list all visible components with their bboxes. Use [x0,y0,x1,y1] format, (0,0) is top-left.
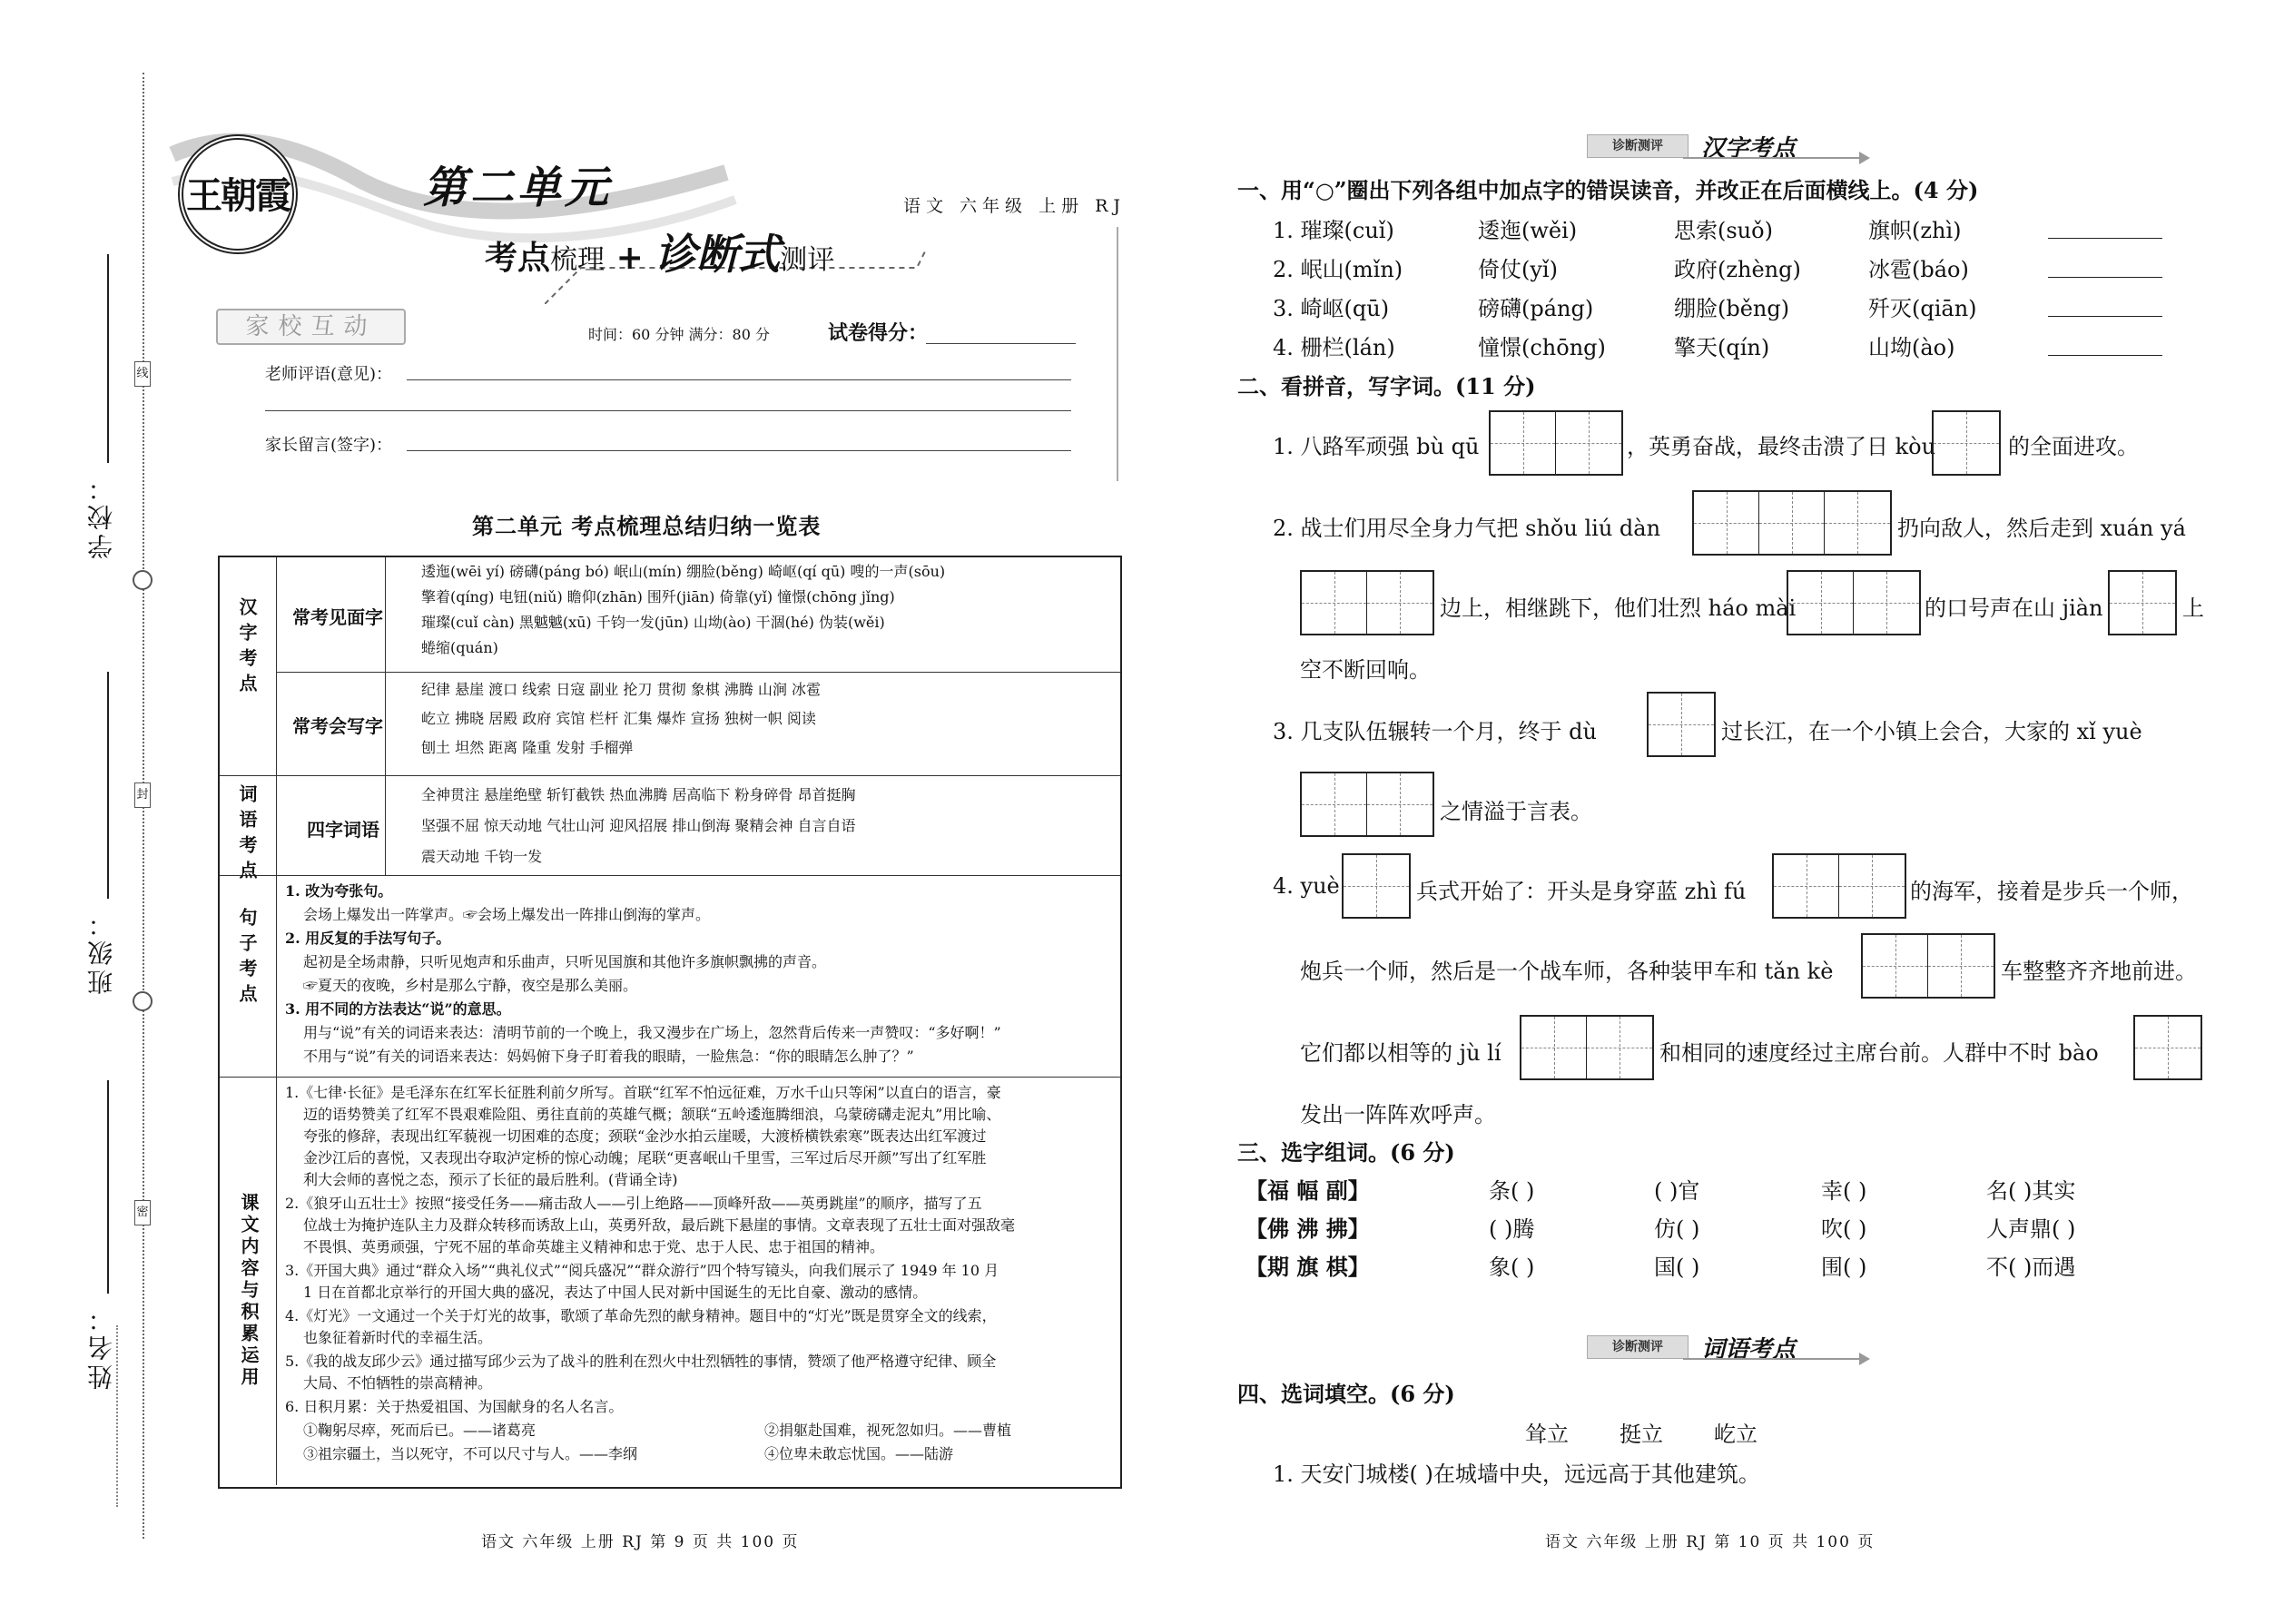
q3-blank[interactable]: 幸( ) [1821,1178,1867,1204]
kewen-line: 6. 日积月累：关于热爱祖国、为国献身的名人名言。 [285,1398,624,1415]
footer-left: 语文 六年级 上册 RJ 第 9 页 共 100 页 [481,1533,800,1551]
q3-blank[interactable]: ( )官 [1654,1178,1700,1204]
summary-title: 第二单元 考点梳理总结归纳一览表 [472,513,822,539]
banner-hanzi [1587,130,1877,161]
huixie-line: 纪律 悬崖 渡口 线索 日寇 副业 抡刀 贯彻 象棋 沸腾 山涧 冰雹 [421,681,821,698]
sizi-line: 坚强不屈 惊天动地 气壮山河 迎风招展 排山倒海 聚精会神 自言自语 [421,817,856,834]
q3-blank[interactable]: 仿( ) [1654,1216,1700,1242]
banner-title: 词语考点 [1701,1336,1797,1363]
q2-text: 炮兵一个师，然后是一个战车师，各种装甲车和 tǎn kè [1300,959,1834,984]
q4-prompt: 四、选词填空。(6 分) [1237,1381,1455,1407]
q3-blank[interactable]: 围( ) [1821,1255,1867,1280]
arrow-right-icon [1859,152,1870,164]
name-label: 姓名： [86,1303,116,1390]
jianmian-line: 逶迤(wēi yí) 磅礴(páng bó) 岷山(mín) 绷脸(běng) 崎岖(qí qū) 嗖的一声(sōu) [421,563,946,580]
q1-item: 磅礴(páng) [1478,296,1594,321]
tianzige-box[interactable] [1787,570,1921,635]
subcategory-sizi: 四字词语 [307,819,379,841]
q2-text: 1. 八路军顽强 bù qū [1273,434,1480,459]
tianzige-box[interactable] [1342,853,1411,919]
kewen-line: 2.《狼牙山五壮士》按照“接受任务——痛击敌人——引上绝路——顶峰歼敌——英勇跳崖”的顺序，描写了五 [285,1195,982,1212]
q2-text: 和相同的速度经过主席台前。人群中不时 bào [1659,1040,2099,1066]
teacher-comment-label: 老师评语(意见)： [265,365,393,384]
q2-text: 它们都以相等的 jù lí [1300,1040,1501,1066]
q3-blank[interactable]: 人声鼎( ) [1986,1216,2076,1242]
q1-item: 2. 岷山(mǐn) [1273,257,1403,282]
jianmian-line: 擎着(qíng) 电钮(niǔ) 瞻仰(zhān) 围歼(jiān) 倚靠(yǐ) 憧憬(chōng jǐng) [421,588,895,605]
q3-blank[interactable]: ( )腾 [1489,1216,1535,1242]
q2-text: 车整整齐齐地前进。 [2001,959,2197,984]
kewen-line: 1 日在首都北京举行的开国大典的盛况，表达了中国人民对新中国诞生的无比自豪、激动的感情。 [303,1284,928,1301]
q1-item: 冰雹(báo) [1868,257,1969,282]
kewen-line: 大局、不怕牺牲的崇高精神。 [303,1374,493,1392]
school-input-line[interactable] [107,254,109,463]
sizi-line: 全神贯注 悬崖绝壁 斩钉截铁 热血沸腾 居高临下 粉身碎骨 昂首挺胸 [421,786,856,803]
q2-text: 4. yuè [1273,873,1340,899]
kewen-line: 金沙江后的喜悦，又表现出夺取泸定桥的惊心动魄；尾联“更喜岷山千里雪，三军过后尽开颜”写出了红军胜 [303,1149,987,1166]
footer-right: 语文 六年级 上册 RJ 第 10 页 共 100 页 [1545,1533,1876,1551]
home-school-banner: 家校互动 [216,309,406,345]
jianmian-line: 蜷缩(quán) [421,639,498,656]
sizi-line: 震天动地 千钧一发 [421,848,543,865]
q1-item: 倚仗(yǐ) [1478,257,1558,282]
juzi-line: 3. 用不同的方法表达“说”的意思。 [285,1000,511,1018]
juzi-line: 不用与“说”有关的词语来表达：妈妈俯下身子盯着我的眼睛，一脸焦急：“你的眼睛怎么肿了？” [303,1048,914,1065]
q1-item: 1. 璀璨(cuǐ) [1273,218,1394,243]
name-input-line[interactable] [107,1080,109,1294]
grade-tag: 语文 六年级 上册 RJ [903,196,1127,216]
q1-item: 擎天(qín) [1674,335,1770,360]
banner-tag: 诊断测评 [1587,1335,1689,1359]
score-field[interactable] [926,343,1076,344]
juzi-line: 用与“说”有关的词语来表达：清明节前的一个晚上，我又漫步在广场上，忽然背后传来一声赞叹：“多好啊！” [303,1024,1001,1041]
q1-answer-field[interactable] [2048,238,2162,239]
q4-option: 耸立 [1525,1422,1569,1447]
q2-text: 的口号声在山 jiàn [1925,595,2103,621]
q3-blank[interactable]: 象( ) [1489,1255,1535,1280]
tianzige-box[interactable] [2133,1015,2202,1080]
kewen-line: 3.《开国大典》通过“群众入场”“典礼仪式”“阅兵盛况”“群众游行”四个特写镜头，向我们展示了 1949 年 10 月 [285,1262,999,1279]
quote-line: ②捐躯赴国难，视死忽如归。——曹植 [764,1422,1012,1439]
q3-blank[interactable]: 不( )而遇 [1986,1255,2076,1280]
score-label: 试卷得分： [828,321,929,345]
subcategory-jianmian: 常考见面字 [292,606,383,628]
q1-prompt: 一、用“○”圈出下列各组中加点字的错误读音，并改正在后面横线上。(4 分) [1237,177,1979,203]
juzi-line: 2. 用反复的手法写句子。 [285,930,451,947]
kewen-line: 4.《灯光》一文通过一个关于灯光的故事，歌颂了革命先烈的献身精神。题目中的“灯光”既是贯穿全文的线索， [285,1307,997,1324]
kewen-line: 不畏惧、英勇顽强，宁死不屈的革命英雄主义精神和忠于党、忠于人民、忠于祖国的精神。 [303,1238,885,1255]
huixie-line: 屹立 拂晓 居殿 政府 宾馆 栏杆 汇集 爆炸 宣扬 独树一帜 阅读 [421,710,816,727]
q3-blank[interactable]: 国( ) [1654,1255,1700,1280]
q2-text: 过长江，在一个小镇上会合，大家的 xǐ yuè [1721,719,2142,744]
q2-text: 空不断回响。 [1300,657,1431,683]
q1-item: 逶迤(wěi) [1478,218,1578,243]
q4-option: 屹立 [1714,1422,1757,1447]
class-label: 班级： [86,908,116,995]
q2-text: 上 [2182,595,2204,621]
q2-text: ，英勇奋战，最终击溃了日 kòu [1627,434,1936,459]
category-kewen: 课文内容与积累运用 [238,1193,260,1389]
q3-group: 【福 幅 副】 [1245,1177,1370,1204]
parent-comment-field[interactable] [407,450,1071,451]
banner-ciyu [1587,1331,1877,1362]
banner-tag: 诊断测评 [1587,134,1689,158]
teacher-comment-field-2[interactable] [265,410,1071,411]
time-info: 时间：60 分钟 满分：80 分 [588,326,770,343]
juzi-line: 会场上爆发出一阵掌声。☞会场上爆发出一阵排山倒海的掌声。 [303,906,711,923]
arrow-right-icon [1859,1353,1870,1365]
q1-answer-field[interactable] [2048,316,2162,317]
q1-item: 政府(zhèng) [1674,257,1801,282]
category-ciyu: 词语考点 [236,784,258,886]
parent-comment-label: 家长留言(签字)： [265,436,393,455]
homeschool-frame [1117,227,1120,481]
banner-arrow [1683,157,1865,159]
banner-title: 汉字考点 [1701,135,1797,162]
q1-item: 歼灭(qiān) [1868,296,1977,321]
tianzige-box[interactable] [1772,853,1906,919]
q3-blank[interactable]: 名( )其实 [1986,1178,2076,1204]
tianzige-box[interactable] [1932,410,2001,476]
subcategory-huixie: 常考会写字 [292,715,383,737]
q2-text: 兵式开始了：开头是身穿蓝 zhì fú [1416,879,1747,904]
q2-text: 边上，相继跳下，他们壮烈 háo mài [1440,595,1797,621]
school-label: 学校： [86,472,116,559]
tianzige-box[interactable] [2108,570,2177,635]
banner-arrow [1683,1358,1865,1360]
huixie-line: 刨土 坦然 距离 隆重 发射 手榴弹 [421,739,634,756]
tianzige-box[interactable] [1489,410,1623,476]
tianzige-box[interactable] [1861,933,1995,999]
kewen-line: 夸张的修辞，表现出红军藐视一切困难的态度；颈联“金沙水拍云崖暖，大渡桥横铁索寒”既表达出红军渡过 [303,1127,987,1145]
q2-prompt: 二、看拼音，写字词。(11 分) [1237,373,1536,399]
q2-text: 扔向敌人，然后走到 xuán yá [1897,516,2186,541]
q1-item: 3. 崎岖(qū) [1273,296,1390,321]
q3-group: 【佛 沸 拂】 [1245,1216,1370,1242]
kewen-line: 5.《我的战友邱少云》通过描写邱少云为了战斗的胜利在烈火中壮烈牺牲的事情，赞颂了他严格遵守纪律、顾全 [285,1353,997,1370]
q1-item: 憧憬(chōng) [1478,335,1606,360]
kewen-line: 1.《七律·长征》是毛泽东在红军长征胜利前夕所写。首联“红军不怕远征难，万水千山只等闲”以直白的语言，豪 [285,1084,1001,1101]
kewen-line: 也象征着新时代的幸福生活。 [303,1329,493,1346]
summary-table [218,556,1122,1489]
binding-mark-line: 线 [134,361,151,387]
teacher-comment-field[interactable] [407,379,1071,380]
q3-prompt: 三、选字组词。(6 分) [1237,1139,1455,1166]
quote-line: ④位卑未敢忘忧国。——陆游 [764,1445,954,1462]
q4-sentence: 1. 天安门城楼( )在城墙中央，远远高于其他建筑。 [1273,1462,1760,1487]
q1-answer-field[interactable] [2048,277,2162,278]
quote-line: ①鞠躬尽瘁，死而后已。——诸葛亮 [303,1422,537,1439]
tianzige-box[interactable] [1647,692,1716,757]
q1-item: 思索(suǒ) [1674,218,1773,243]
category-hanzi: 汉字考点 [236,597,258,699]
q3-blank[interactable]: 吹( ) [1821,1216,1867,1242]
kewen-line: 利大会师的喜悦之态，预示了长征的最后胜利。(背诵全诗) [303,1171,678,1188]
q1-item: 旗帜(zhì) [1868,218,1962,243]
juzi-line: 1. 改为夸张句。 [285,882,393,900]
unit-title: 第二单元 [423,162,613,213]
jianmian-line: 璀璨(cuǐ càn) 黑魆魆(xū) 千钧一发(jūn) 山坳(ào) 干涸(hé) 伪装(wěi) [421,614,885,631]
q2-text: 的全面进攻。 [2008,434,2139,459]
q2-text: 之情溢于言表。 [1440,799,1592,824]
q1-item: 4. 栅栏(lán) [1273,335,1395,360]
binding-hole-icon [133,991,153,1011]
category-juzi: 句子考点 [236,908,258,1009]
class-input-line[interactable] [107,672,109,899]
q2-text: 2. 战士们用尽全身力气把 shǒu liú dàn [1273,516,1661,541]
q1-answer-field[interactable] [2048,355,2162,356]
tianzige-box[interactable] [1520,1015,1654,1080]
kewen-line: 迈的语势赞美了红军不畏艰难险阻、勇往直前的英雄气概；颔联“五岭逶迤腾细浪，乌蒙磅礴走泥丸”用比喻、 [303,1106,1001,1123]
kewen-line: 位战士为掩护连队主力及群众转移而诱敌上山，英勇歼敌，最后跳下悬崖的事情。文章表现了五壮士面对强敌毫 [303,1216,1016,1234]
unit-subtitle: 考点梳理 + 诊断式测评 [485,230,835,279]
q3-group: 【期 旗 棋】 [1245,1254,1370,1280]
juzi-line: 起初是全场肃静，只听见炮声和乐曲声，只听见国旗和其他许多旗帜飘拂的声音。 [303,953,827,970]
tianzige-box[interactable] [1692,490,1892,556]
quote-line: ③祖宗疆土，当以死守，不可以尺寸与人。——李纲 [303,1445,638,1462]
q1-item: 绷脸(běng) [1674,296,1790,321]
binding-mark-seal: 封 [134,782,151,808]
q1-item: 山坳(ào) [1868,335,1955,360]
q3-blank[interactable]: 条( ) [1489,1178,1535,1204]
binding-hole-icon [133,570,153,590]
tianzige-box[interactable] [1300,570,1434,635]
q2-text: 发出一阵阵欢呼声。 [1300,1102,1496,1127]
binding-mark-secret: 密 [134,1200,151,1225]
juzi-line: ☞夏天的夜晚，乡村是那么宁静，夜空是那么美丽。 [303,977,638,994]
brand-logo: 王朝霞 [178,134,298,254]
tianzige-box[interactable] [1300,772,1434,837]
q2-text: 的海军，接着是步兵一个师， [1910,879,2193,904]
q2-text: 3. 几支队伍辗转一个月，终于 dù [1273,719,1597,744]
q4-option: 挺立 [1620,1422,1663,1447]
